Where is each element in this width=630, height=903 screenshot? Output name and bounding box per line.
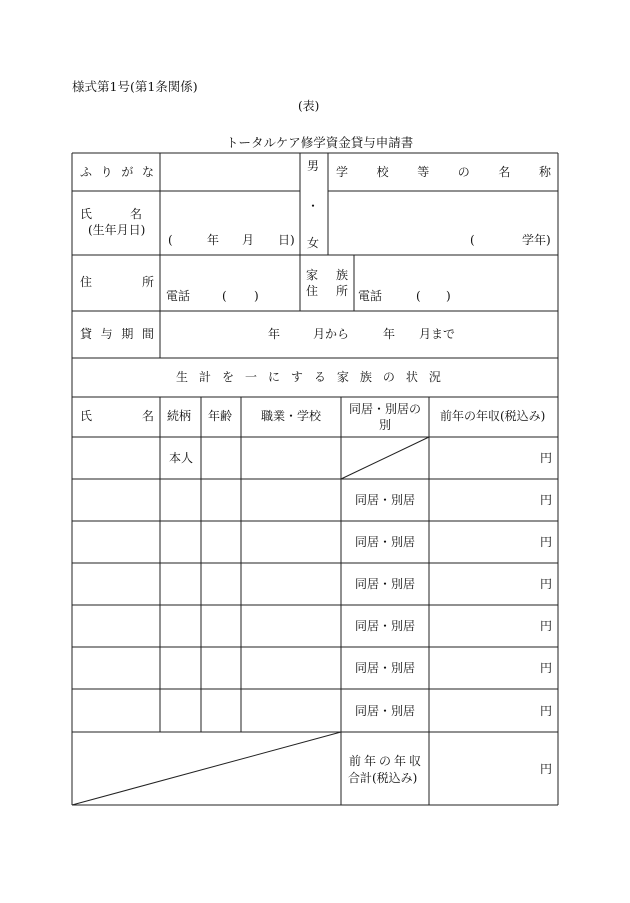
income-unit: 円 [540, 661, 553, 675]
cohabit-cell: 同居・別居 [355, 619, 416, 633]
col-cohabit-header-1: 同居・別居の [349, 402, 422, 416]
form-side-label: (表) [298, 99, 320, 113]
income-unit: 円 [540, 493, 553, 507]
col-name-header: 氏 名 [80, 409, 154, 423]
total-income-unit[interactable]: 円 [540, 762, 553, 776]
gender-male-label: 男 [307, 159, 320, 173]
gender-female-label: 女 [307, 236, 320, 250]
loan-period-label: 貸 与 期 間 [80, 327, 154, 341]
relation-cell: 本人 [169, 451, 194, 465]
col-relation-header: 続柄 [167, 409, 192, 423]
income-unit: 円 [540, 451, 553, 465]
form-title: トータルケア修学資金貸与申請書 [226, 135, 414, 150]
school-name-label: 学 校 等 の 名 称 [336, 165, 551, 179]
col-occupation-header: 職業・学校 [261, 409, 322, 423]
family-phone-label: 電話 [358, 289, 383, 303]
family-address-label-2: 住 所 [306, 284, 348, 298]
income-unit: 円 [540, 577, 553, 591]
col-cohabit-header-2: 別 [379, 418, 392, 432]
cohabit-cell: 同居・別居 [355, 661, 416, 675]
cohabit-cell: 同居・別居 [355, 535, 416, 549]
total-label-2: 合計(税込み) [348, 771, 418, 785]
family-section-heading: 生 計 を 一 に す る 家 族 の 状 況 [176, 370, 441, 384]
col-age-header: 年齢 [208, 409, 233, 423]
total-label-1: 前 年 の 年 収 [349, 754, 421, 768]
furigana-label: ふ り が な [80, 165, 154, 179]
gender-separator: ・ [307, 199, 320, 213]
cohabit-cell: 同居・別居 [355, 577, 416, 591]
income-unit: 円 [540, 535, 553, 549]
income-unit: 円 [540, 619, 553, 633]
cohabit-cell: 同居・別居 [355, 704, 416, 718]
cohabit-cell: 同居・別居 [355, 493, 416, 507]
birthdate-label: (生年月日) [88, 223, 146, 237]
col-income-header: 前年の年収(税込み) [440, 409, 546, 423]
name-label: 氏 名 [80, 207, 142, 221]
phone-label: 電話 [166, 289, 191, 303]
address-label: 住 所 [80, 275, 154, 289]
income-unit: 円 [540, 704, 553, 718]
family-address-label-1: 家 族 [306, 268, 348, 282]
form-number: 様式第1号(第1条関係) [72, 79, 198, 94]
